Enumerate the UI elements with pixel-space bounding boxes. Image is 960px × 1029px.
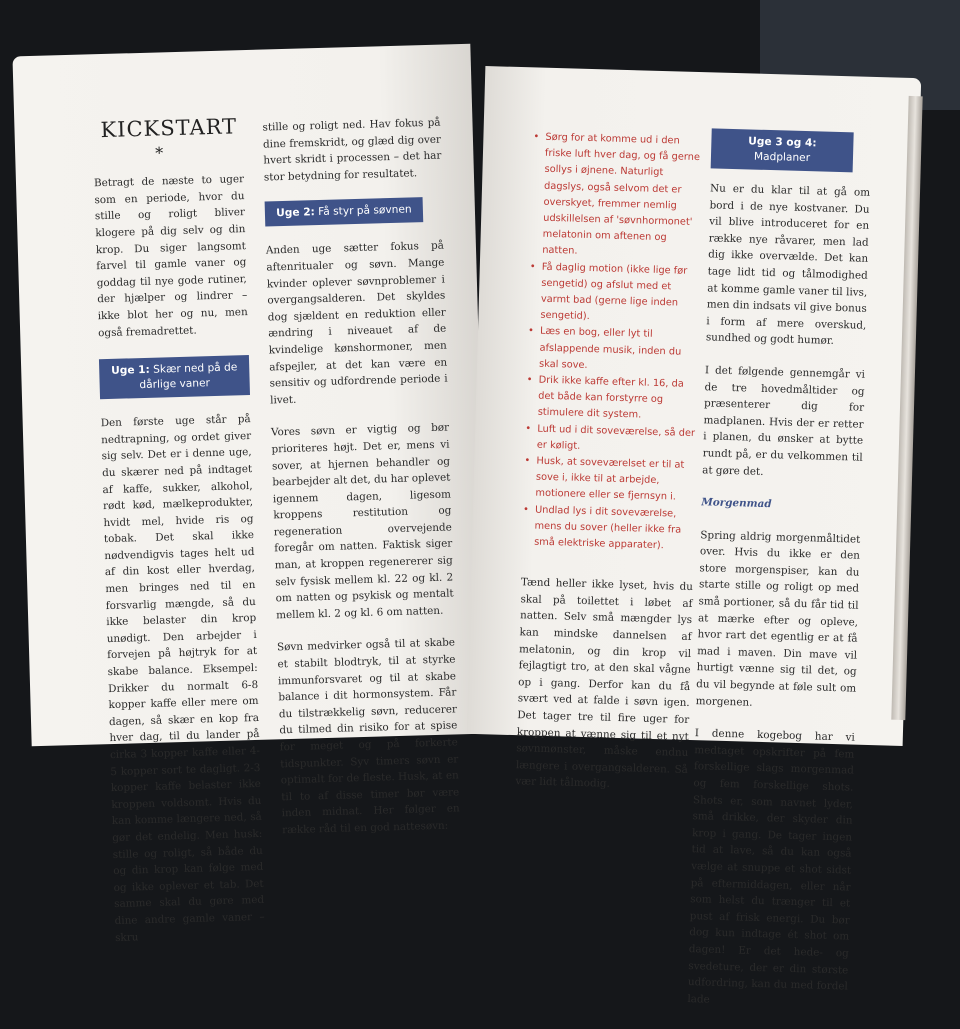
- list-item: • Drik ikke kaffe efter kl. 16, da det både kan forstyrre og stimulere dit system.: [526, 372, 699, 425]
- intro-paragraph: Betragt de næste to uger som en periode, hvor du stille og roligt bliver klogere på dig selv og din krop. Du siger langsomt farvel til gamle vaner og goddag til nye gode rutiner, der hjælper og lindrer – ikke blot her og nu, men også fremadrettet.: [93, 173, 248, 339]
- list-item: • Få daglig motion (ikke lige før sengetid) og afslut med et varmt bad (gerne lige inden sengetid).: [528, 259, 702, 329]
- page-title: KICKSTART: [100, 114, 238, 143]
- week1-label: Uge 1:: [111, 363, 151, 378]
- star-ornament: *: [154, 142, 164, 163]
- week1-paragraph: Den første uge står på nedtrapning, og ordet giver sig selv. Det er i denne uge, du skærer ned på indtaget af kaffe, sukker, alkohol, rødt kød, mælkeprodukter, hvidt mel, hvide ris og tobak. Det skal ikke nødvendigvis tages helt ud af din kost eller hverdag, men bringes ned til en forsvarlig mængde, så du ikke belaster din krop unødigt. Den arbejder i forvejen på højtryk for at skabe balance. Eksempel: Drikker du normalt 6-8 kopper kaffe eller mere om dagen, så skær en kop fra hver dag, til du lander på cirka 3 kopper kaffe eller 4-5 kopper sort te dagligt. 2-3 kopper kaffe belaster ikke kroppen voldsomt. Hvis du kan komme længere ned, så gør det endelig. Men husk: stille og roligt, så både du og din krop kan følge med og ikke oplever et tab. Det samme skal du gøre med dine andre gamle vaner – skru: [100, 413, 265, 944]
- week34-paragraph-2: I det følgende gennemgår vi de tre hovedmåltider og præsenterer dig for madplanen. Hvis der er retter i planen, du ønsker at bytte rundt på, er du velkommen til at gøre det.: [702, 364, 866, 478]
- morning-subheading: Morgenmad: [701, 496, 772, 511]
- week2-paragraph-3: Søvn medvirker også til at skabe et stabilt blodtryk, til at styrke immunforsvaret og til at skabe balance i dit hormonsystem. Får du tilstrækkelig søvn, reducerer du tilmed din risiko for at spise for meget og på forkerte tidspunkter. Syv timers søvn er optimalt for de fleste. Husk, at en til to af disse timer bør være inden midnat. Her følger en række råd til en god nattesøvn:: [276, 636, 460, 837]
- week2-title: Få styr på søvnen: [318, 203, 412, 219]
- week34-paragraph-1: Nu er du klar til at gå om bord i de nye kostvaner. Du vil blive introduceret for en række nye råvarer, men lad dig ikke overvælde. Det kan tage lidt tid og tålmodighed at komme gamle vaner til livs, men din indsats vil give bonus i form af mere overskud, sundhed og godt humør.: [705, 182, 871, 348]
- week2-paragraph-2: Vores søvn er vigtig og bør prioriteres højt. Det er, mens vi sover, at hjernen behandler og bearbejder alt det, du har oplevet igennem dagen, ligesom kroppens restitution og regeneration overvejende foregår om natten. Faktisk siger man, at kroppen regenererer sig selv fysisk mellem kl. 22 og kl. 2 om natten og psykisk og mentalt mellem kl. 2 og kl. 6 om natten.: [270, 421, 454, 622]
- right-page: [467, 66, 921, 1006]
- list-item: • Læs en bog, eller lyt til afslappende musik, inden du skal sove.: [527, 324, 700, 377]
- continued-paragraph: stille og roligt ned. Hav fokus på dine fremskridt, og glæd dig over hvert skridt i processen – det har stor betydning for resultatet.: [262, 116, 442, 184]
- week2-paragraph-1: Anden uge sætter fokus på aftenritualer og søvn. Mange kvinder oplever søvnproblemer i overgangsalderen. Det skyldes dog sjældent en reduktion eller ændring i niveauet af de kvindelige kønshormoner, men afspejler, at det kan være en sensitiv og udfordrende periode i livet.: [265, 239, 448, 407]
- list-item: • Luft ud i dit soveværelse, så der er køligt.: [525, 421, 698, 458]
- week34-title: Madplaner: [753, 150, 811, 165]
- week2-label: Uge 2:: [276, 206, 316, 220]
- right-column-1: [515, 129, 706, 811]
- week1-title: Skær ned på de dårlige vaner: [139, 361, 238, 392]
- left-column-2: [262, 115, 460, 855]
- list-item: • Sørg for at komme ud i den friske luft hver dag, og få gerne sollys i øjnene. Naturligt dagslys, også selvom det er overskyet, fremmer nemlig udskillelsen af 'søvnhormonet' melatonin om aftenen og natten.: [530, 129, 706, 263]
- week34-label: Uge 3 og 4:: [748, 135, 817, 150]
- list-item: • Husk, at soveværelset er til at sove i, ikke til at arbejde, motionere eller se fjernsyn i.: [523, 453, 696, 506]
- week2-banner: [265, 198, 424, 227]
- left-column-1: [90, 50, 265, 962]
- week1-banner: [99, 355, 250, 399]
- light-paragraph: Tænd heller ikke lyset, hvis du skal på toilettet i løbet af natten. Selv små mængder lys kan mindske dannelsen af melatonin, og din krop vil fejlagtigt tro, at den skal vågne op i gang. Derfor kan du få svært ved at falde i søvn igen. Det tager tre til fire uger for kroppen at vænne sig til et nyt søvnmønster, måske endnu længere i overgangsalderen. Så vær lidt tålmodig.: [515, 576, 694, 791]
- morning-paragraph-2: I denne kogebog har vi medtaget opskrifter på fem forskellige slags morgenmad og fem forskellige shots. Shots er, som navnet lyder, små drikke, der skyder din krop i gang. De tager ingen tid at lave, så du kan også vælge at snuppe et shot sidst på eftermiddagen, eller når som helst du trænger til et pust af frisk energi. Du bør dog kun indtage ét shot om dagen! Er det hede- og svedeture, der er din største udfordring, kan du med fordel lade: [687, 727, 855, 1006]
- left-page: [12, 44, 489, 944]
- list-item: • Undlad lys i dit soveværelse, mens du sover (heller ikke fra små elektriske apparater).: [522, 502, 695, 555]
- sleep-tips-list: [522, 129, 706, 555]
- week34-banner: [711, 128, 854, 172]
- morning-paragraph: Spring aldrig morgenmåltidet over. Hvis du ikke er den store morgenspiser, kan du starte stille og roligt op med små portioner, så du får tid til at mærke efter og opleve, hvor rart det egentlig er at få mad i maven. Din mave vil hurtigt vænne sig til det, og du vil begynde at føle sult om morgenen.: [695, 528, 861, 709]
- right-column-2: [687, 128, 872, 1027]
